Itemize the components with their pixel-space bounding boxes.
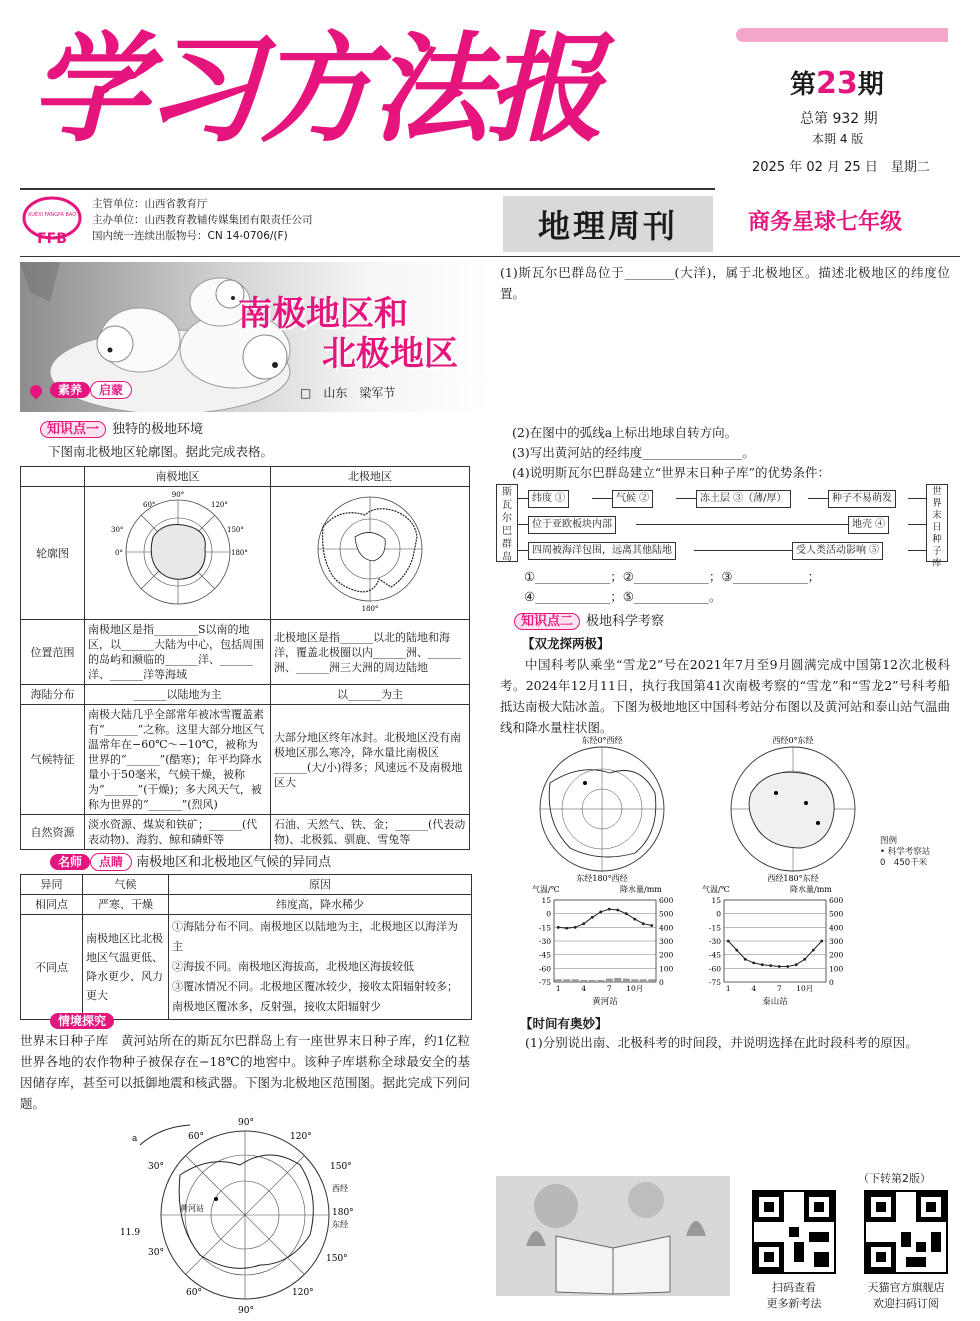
x-tick: 1 — [725, 984, 731, 993]
temperature-point — [582, 922, 585, 925]
temperature-point — [812, 949, 815, 952]
kp1-intro: 下图南北极地区轮廓图。据此完成表格。 — [48, 444, 274, 459]
total-issue: 总第 932 期 — [800, 111, 878, 127]
question-3: (3)写出黄河站的经纬度________________。 — [512, 445, 755, 460]
y-right-tick: 0 — [829, 978, 834, 987]
y-left-tick: -75 — [538, 978, 551, 987]
y-left-label: 气温/℃ — [702, 885, 730, 894]
subsection-dual-dragon: 【双龙探两极】 — [522, 636, 610, 651]
masthead-accent-bar — [736, 28, 948, 42]
temperature-point — [735, 949, 738, 952]
y-left-tick: -60 — [538, 964, 551, 974]
x-tick: 4 — [751, 984, 757, 993]
precip-bar — [631, 979, 638, 982]
article-title-line2: 北极地区 — [322, 334, 458, 374]
table-row: 相同点 严寒、干燥 纬度高，降水稀少 — [21, 895, 472, 915]
y-left-tick: 15 — [711, 896, 721, 905]
precip-bar — [818, 981, 825, 982]
temperature-point — [786, 965, 789, 968]
polar-comparison-table — [20, 466, 470, 850]
precip-bar — [767, 981, 774, 982]
flow-human-impact: 受人类活动影响 ⑤ — [792, 542, 883, 560]
x-tick: 7 — [776, 984, 782, 993]
svg-text:90°: 90° — [238, 1118, 254, 1128]
qr-code-store[interactable] — [864, 1190, 948, 1274]
precip-bar — [810, 981, 817, 982]
table-header-row: 异同 气候 原因 — [21, 875, 472, 895]
y-right-tick: 100 — [829, 964, 844, 974]
y-right-tick: 400 — [659, 923, 674, 933]
temperature-point — [642, 922, 645, 925]
precip-bar — [572, 979, 579, 982]
svg-text:FFB: FFB — [37, 231, 67, 247]
temperature-point — [591, 916, 594, 919]
publish-date: 2025 年 02 月 25 日 星期二 — [752, 160, 930, 175]
svg-text:西经0°东经: 西经0°东经 — [772, 736, 814, 745]
table-row: 位置范围 南极地区是指________S以南的地区，以______大陆为中心，包括周围的岛屿和濒临的______洋、______洋、______洋等海域 北极地区是指______以北的陆地和海洋，覆盖北极圈以内______洲、______洲、______洲三大洲的周边陆地 — [21, 620, 470, 685]
y-right-tick: 300 — [659, 937, 674, 946]
publisher-info: 主管单位：山西省教育厅 主办单位：山西教育教辅传媒集团有限责任公司 国内统一连续出版物号：CN 14-0706/(F) — [92, 198, 313, 242]
temperature-line — [728, 941, 822, 967]
y-left-tick: -60 — [708, 964, 721, 974]
scenario-text: 世界末日种子库 黄河站所在的斯瓦尔巴群岛上有一座世界末日种子库，约1亿粒世界各地的农作物种子被保存在−18℃的地窖中。该种子库堪称全球最安全的基因储存库，甚至可以抵御地震和核武器。下图为北极地区范围图。据此完成下列问题。 — [20, 1033, 471, 1111]
svg-text:黄河站: 黄河站 — [180, 1204, 204, 1213]
temperature-point — [752, 961, 755, 964]
svg-text:东经180°西经: 东经180°西经 — [576, 874, 628, 883]
svg-text:180°: 180° — [332, 1208, 354, 1218]
article-title-line1: 南极地区和 — [238, 294, 408, 334]
y-right-tick: 0 — [659, 978, 664, 987]
y-right-label: 降水量/mm — [790, 885, 832, 894]
temperature-point — [769, 964, 772, 967]
precip-bar — [733, 981, 740, 982]
y-right-tick: 500 — [659, 909, 674, 919]
svg-text:90°: 90° — [171, 491, 184, 499]
y-right-label: 降水量/mm — [620, 885, 662, 894]
precip-bar — [614, 978, 621, 982]
precip-bar — [589, 980, 596, 982]
temperature-point — [599, 910, 602, 913]
teacher-tip-heading: 名师 点睛 南极地区和北极地区气候的异同点 — [50, 851, 331, 870]
y-left-tick: -15 — [538, 923, 551, 933]
precip-bar — [640, 979, 647, 982]
map-legend: 图例 • 科学考察站 0 450千米 — [880, 836, 931, 868]
y-right-tick: 600 — [659, 896, 674, 905]
svg-text:30°: 30° — [110, 526, 123, 534]
climate-comparison-table — [20, 874, 472, 1020]
precip-bar — [563, 979, 570, 982]
precip-bar — [784, 981, 791, 982]
chart-caption: 黄河站 — [592, 997, 618, 1007]
svg-text:120°: 120° — [210, 501, 228, 509]
precip-bar — [759, 981, 766, 982]
svg-text:东经0°西经: 东经0°西经 — [581, 736, 623, 745]
table-row: 轮廓图 90° 60° 120° 150° 180° 30° 0° 180° — [21, 487, 470, 620]
question-2: (2)在图中的弧线a上标出地球自转方向。 — [512, 425, 738, 440]
precip-bar — [742, 981, 749, 982]
y-left-tick: 15 — [541, 896, 551, 905]
precip-bar — [750, 981, 757, 982]
svg-text:11.9: 11.9 — [120, 1228, 141, 1238]
y-left-tick: 0 — [546, 909, 551, 919]
flow-no-germination: 种子不易萌发 — [828, 490, 896, 508]
svg-text:西经: 西经 — [332, 1184, 348, 1193]
temperature-point — [795, 963, 798, 966]
temperature-point — [565, 927, 568, 930]
precip-bar — [793, 981, 800, 982]
x-tick: 1 — [555, 984, 561, 993]
temperature-point — [761, 963, 764, 966]
temperature-point — [727, 940, 730, 943]
chart-caption: 泰山站 — [762, 997, 788, 1007]
continued-note: （下转第2版） — [858, 1172, 931, 1185]
precip-bar — [580, 980, 587, 982]
precip-bar — [555, 979, 562, 982]
publisher-logo — [20, 196, 84, 248]
y-right-tick: 300 — [829, 937, 844, 946]
precip-bar — [606, 979, 613, 982]
precip-bar — [725, 981, 732, 982]
svg-text:120°: 120° — [290, 1132, 312, 1142]
precip-bar — [648, 979, 655, 982]
flow-climate: 气候 ② — [612, 490, 653, 508]
antarctica-outline-map — [103, 487, 253, 615]
svg-text:XUEXI FANGFA BAO: XUEXI FANGFA BAO — [27, 212, 77, 218]
temperature-point — [608, 908, 611, 911]
knowledge-point-2: 知识点二 极地科学考察 — [514, 610, 664, 629]
temperature-point — [625, 912, 628, 915]
header-rule — [20, 256, 960, 257]
question-1: (1)斯瓦尔巴群岛位于________(大洋)，属于北极地区。描述北极地区的纬度位置。 — [500, 265, 950, 301]
y-left-tick: -45 — [708, 950, 721, 960]
arctic-outline-map — [295, 487, 445, 615]
temperature-point — [557, 926, 560, 929]
svg-text:90°: 90° — [238, 1306, 254, 1315]
precip-bar — [597, 980, 604, 982]
svg-text:120°: 120° — [292, 1288, 314, 1298]
svg-text:西经180°东经: 西经180°东经 — [767, 874, 819, 883]
huanghe-climate-chart — [524, 884, 694, 1011]
timing-question: (1)分别说出南、北极科考的时间段，并说明选择在此时段科考的原因。 — [525, 1035, 918, 1050]
x-tick: 10月 — [626, 984, 644, 993]
y-right-tick: 600 — [829, 896, 844, 905]
svg-text:60°: 60° — [142, 501, 155, 509]
svg-text:30°: 30° — [148, 1162, 164, 1172]
svg-text:60°: 60° — [186, 1288, 202, 1298]
y-right-tick: 500 — [829, 909, 844, 919]
svg-text:a: a — [132, 1134, 138, 1144]
temperature-point — [803, 958, 806, 961]
qr-code-exam[interactable] — [752, 1190, 836, 1274]
temperature-point — [778, 965, 781, 968]
flow-left: 斯瓦尔巴群岛 — [496, 484, 518, 562]
temperature-point — [633, 918, 636, 921]
svg-text:180°: 180° — [361, 605, 379, 613]
taishan-climate-chart — [694, 884, 864, 1011]
temperature-point — [574, 926, 577, 929]
table-row: 海陆分布 ______以陆地为主 以______为主 — [21, 685, 470, 705]
svg-text:180°: 180° — [230, 549, 248, 557]
subsection-timing: 【时间有奥妙】 — [520, 1016, 608, 1031]
issue-number: 第23期 — [790, 66, 884, 101]
temperature-point — [744, 958, 747, 961]
y-right-tick: 400 — [829, 923, 844, 933]
flow-permafrost: 冻土层 ③（薄/厚） — [696, 490, 791, 508]
y-left-tick: -75 — [708, 978, 721, 987]
flow-crust: 地壳 ④ — [848, 516, 889, 534]
temperature-line — [558, 909, 652, 928]
y-right-tick: 200 — [829, 950, 844, 960]
flow-latitude: 纬度 ① — [528, 490, 569, 508]
edition-label: 商务星球七年级 — [748, 210, 903, 235]
decorative-book-illustration — [496, 1176, 730, 1296]
svg-text:30°: 30° — [148, 1248, 164, 1258]
precip-bar — [776, 981, 783, 982]
knowledge-point-1: 知识点一 独特的极地环境 — [40, 418, 203, 437]
scenario-tag: 情境探究 — [50, 1012, 114, 1029]
x-tick: 4 — [581, 984, 587, 993]
table-header-row: 南极地区 北极地区 — [21, 467, 470, 487]
x-tick: 10月 — [796, 984, 814, 993]
question-4: (4)说明斯瓦尔巴群岛建立“世界末日种子库”的优势条件： — [512, 465, 830, 480]
y-left-tick: -15 — [708, 923, 721, 933]
masthead-rule — [20, 188, 715, 190]
table-row: 不同点 南极地区比北极地区气温更低、降水更少、风力更大 ①海陆分布不同。南极地区以陆地为主，北极地区以海洋为主 ②海拔不同。南极地区海拔高，北极地区海拔较低 ③覆冰情况不同。北极地区覆冰较少，接收太阳辐射较多；南极地区覆冰多，反射强，接收太阳辐射少 — [21, 915, 472, 1020]
svg-text:东经: 东经 — [332, 1220, 348, 1229]
section-title: 地理周刊 — [503, 196, 713, 252]
arctic-stations-map — [500, 733, 705, 886]
temperature-point — [820, 940, 823, 943]
antarctic-stations-map — [706, 733, 881, 886]
svg-text:60°: 60° — [188, 1132, 204, 1142]
article-author: □ 山东 梁军节 — [300, 386, 396, 400]
temperature-point — [650, 924, 653, 927]
newspaper-title: 学习方法报 — [30, 19, 601, 158]
precip-bar — [801, 981, 808, 982]
temperature-point — [616, 909, 619, 912]
qr1-caption: 扫码查看 更多新考法 — [766, 1281, 822, 1310]
svg-text:0°: 0° — [114, 549, 123, 557]
table-row: 气候特征 南极大陆几乎全部常年被冰雪覆盖素有“______”之称。这里大部分地区气温常年在−60℃～−10℃，被称为世界的“______”(酷寒)；年平均降水量小于50毫米，气候干燥，被称为“______”(干燥)；多大风天气，被称为世界的“______”(烈风) 大部分地区终年冰封。北极地区没有南极地区那么寒冷，降水量比南极区______(大/小)得多；风速远不及南极地区大 — [21, 705, 470, 815]
table-row: 自然资源 淡水资源、煤炭和铁矿；______(代表动物)、海豹、鲸和磷虾等 石油、天然气、铁、金；______(代表动物)、北极狐、驯鹿、雪兔等 — [21, 815, 470, 850]
y-left-label: 气温/℃ — [532, 885, 560, 894]
answer-blanks-2: ④____________；⑤____________。 — [524, 589, 722, 604]
svg-text:150°: 150° — [326, 1254, 348, 1264]
y-left-tick: 0 — [716, 909, 721, 919]
answer-blanks-1: ①____________；②____________；③____________； — [524, 569, 821, 584]
y-left-tick: -30 — [708, 937, 721, 946]
research-paragraph: 中国科考队乘坐“雪龙2”号在2021年7月至9月圆满完成中国第12次北极科考。2024年12月11日，执行我国第41次南极考察的“雪龙”和“雪龙2”号科考船抵达南极大陆冰盖。下图为极地地区中国科考站分布图以及黄河站和泰山站气温曲线和降水量柱状图。 — [500, 657, 951, 735]
y-left-tick: -45 — [538, 950, 551, 960]
precip-bar — [623, 979, 630, 982]
page-count: 本期 4 版 — [812, 132, 864, 146]
arctic-range-map — [120, 1115, 380, 1318]
svg-text:150°: 150° — [330, 1162, 352, 1172]
location-pin-icon — [28, 382, 45, 399]
seed-vault-flowchart — [496, 484, 948, 569]
x-tick: 7 — [606, 984, 612, 993]
y-left-tick: -30 — [538, 937, 551, 946]
svg-text:150°: 150° — [226, 526, 244, 534]
qr2-caption: 天猫官方旗舰店 欢迎扫码订阅 — [867, 1281, 945, 1310]
y-right-tick: 200 — [659, 950, 674, 960]
flow-ocean: 四周被海洋包围，远离其他陆地 — [528, 542, 676, 560]
flow-right: 世界末日种子库 — [926, 484, 948, 562]
column-badge: 素养 启蒙 — [30, 381, 132, 398]
y-right-tick: 100 — [659, 964, 674, 974]
flow-plate: 位于亚欧板块内部 — [528, 516, 616, 534]
